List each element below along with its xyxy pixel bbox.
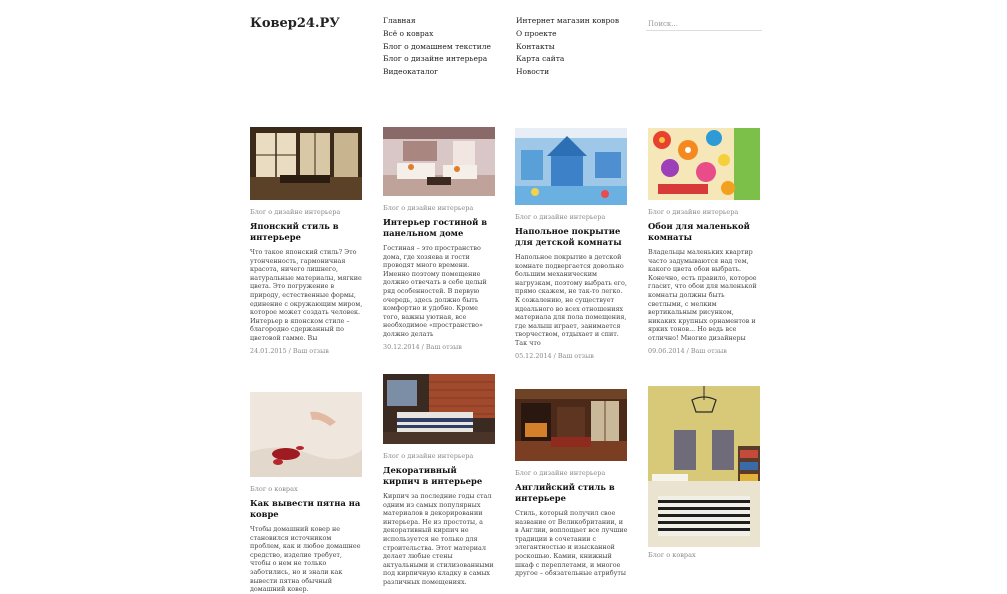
post-excerpt: Кирпич за последние годы стал одним из самых популярных материалов в декорировании интерьера. Не из простоты, а декоративный кирпич не используется не только для строительства. Этот материал делает любые стены актуальными и стилизованными под кирпичную кладку в самых различных помещениях. <box>383 492 494 586</box>
post-card-japanese-style <box>250 127 363 355</box>
post-category[interactable]: Блог о коврах <box>250 485 298 493</box>
post-card-decorative-brick <box>383 374 496 587</box>
post-date: 30.12.2014 <box>383 342 420 351</box>
nav-link-sitemap[interactable]: Карта сайта <box>516 54 565 64</box>
post-category[interactable]: Блог о коврах <box>648 551 696 559</box>
post-title[interactable]: Напольное покрытие для детской комнаты <box>515 226 622 247</box>
post-thumbnail-carpet-stain[interactable] <box>250 392 362 477</box>
post-card-english-style <box>515 389 628 578</box>
post-category[interactable]: Блог о дизайне интерьера <box>648 208 739 216</box>
post-thumbnail-striped-rug-room[interactable] <box>648 386 760 547</box>
post-thumbnail-kids-room[interactable] <box>515 128 627 205</box>
post-title[interactable]: Интерьер гостиной в панельном доме <box>383 217 488 238</box>
nav-link-about-carpets[interactable]: Всё о коврах <box>383 28 434 38</box>
post-excerpt: Напольное покрытие в детской комнате подвергается довольно большим механическим нагрузкам, поэтому выбрать его, прямо скажем, не так-то легко. К сожалению, не существует идеального во всех отношениях материала для пола помещения, где малыш играет, занимается творчеством, отдыхает и спит. Так что <box>515 253 627 347</box>
post-card-living-room <box>383 127 496 351</box>
post-title[interactable]: Декоративный кирпич в интерьере <box>383 465 483 486</box>
post-meta: 05.12.2014 / Ваш отзыв <box>515 351 594 360</box>
post-meta: 30.12.2014 / Ваш отзыв <box>383 342 462 351</box>
post-category[interactable]: Блог о дизайне интерьера <box>383 452 474 460</box>
nav-link-home[interactable]: Главная <box>383 16 416 25</box>
nav-link-about-project[interactable]: О проекте <box>516 28 557 38</box>
post-thumbnail-japanese-room[interactable] <box>250 127 362 200</box>
post-title[interactable]: Обои для маленькой комнаты <box>648 221 750 242</box>
post-comments-link[interactable]: Ваш отзыв <box>292 346 329 355</box>
post-card-carpet-stains <box>250 392 363 594</box>
post-date: 09.06.2014 <box>648 346 685 355</box>
post-category[interactable]: Блог о дизайне интерьера <box>515 469 606 477</box>
nav-link-textile-blog[interactable]: Блог о домашнем текстиле <box>383 41 491 51</box>
post-comments-link[interactable]: Ваш отзыв <box>425 342 462 351</box>
post-comments-link[interactable]: Ваш отзыв <box>557 351 594 360</box>
post-card-small-room-wallpaper <box>648 128 761 355</box>
post-thumbnail-english-room[interactable] <box>515 389 627 461</box>
post-thumbnail-living-room[interactable] <box>383 127 495 196</box>
post-category[interactable]: Блог о дизайне интерьера <box>383 204 474 212</box>
post-title[interactable]: Как вывести пятна на ковре <box>250 498 361 519</box>
post-date: 24.01.2015 <box>250 346 287 355</box>
post-excerpt: Владельцы маленьких квартир часто задумываются над тем, какого цвета обои выбрать. Конечно, есть правило, которое гласит, что обои для маленькой комнаты должны быть светлыми, с мелким вертикальным рисунком, никаких крупных орнаментов и ярких тонов... Но ведь все отлично! Многие дизайнеры <box>648 248 757 342</box>
nav-link-news[interactable]: Новости <box>516 67 550 77</box>
post-meta: 24.01.2015 / Ваш отзыв <box>250 346 329 355</box>
post-category[interactable]: Блог о дизайне интерьера <box>515 213 606 221</box>
post-date: 05.12.2014 <box>515 351 552 360</box>
main-nav-secondary <box>516 15 619 79</box>
site-logo[interactable]: Ковер24.РУ <box>250 16 340 31</box>
post-title[interactable]: Английский стиль в интерьере <box>515 482 615 503</box>
nav-link-video-catalog[interactable]: Видеокаталог <box>383 67 439 77</box>
post-thumbnail-brick-bedroom[interactable] <box>383 374 495 444</box>
post-meta: 09.06.2014 / Ваш отзыв <box>648 346 727 355</box>
post-thumbnail-flower-wallpaper[interactable] <box>648 128 760 200</box>
post-title[interactable]: Японский стиль в интерьере <box>250 221 339 242</box>
search-input[interactable] <box>646 18 762 31</box>
post-excerpt: Чтобы домашний ковер не становился источником проблем, как и любое домашнее средство, изделие требует, чтобы о нем не только заботились, но и знали как вывести пятна обычный домашний ковер. <box>250 525 361 594</box>
nav-link-shop[interactable]: Интернет магазин ковров <box>516 16 620 25</box>
post-card-kids-flooring <box>515 128 628 360</box>
nav-link-interior-blog[interactable]: Блог о дизайне интерьера <box>383 54 488 64</box>
post-excerpt: Гостиная – это пространство дома, где хозяева и гости проводят много времени. Именно поэтому помещение должно отвечать в себе целый ряд особенностей. В первую очередь, здесь должно быть комфортно и удобно. Кроме того, важны уютная, все необходимое «пространство» должно делать <box>383 244 487 338</box>
post-excerpt: Что такое японский стиль? Это утонченность, гармоничная красота, ничего лишнего, натуральные материалы, мягкие цвета. Это погружение в природу, естественные формы, единение с окружающим миром, которое может создать человек. Интерьер в японском стиле – благородно сдержанный по цветовой гамме. Вы <box>250 248 363 342</box>
post-card-carpet-blog <box>648 386 761 560</box>
main-nav-primary <box>383 15 491 79</box>
post-comments-link[interactable]: Ваш отзыв <box>690 346 727 355</box>
nav-link-contacts[interactable]: Контакты <box>516 41 555 51</box>
post-excerpt: Стиль, который получил свое название от Великобритании, и в Англии, воплощает все лучшие традиции в сочетании с элегантностью и изысканной роскошью. Камин, книжный шкаф с переплетами, и многое другое – обязательные атрибуты <box>515 509 628 578</box>
post-category[interactable]: Блог о дизайне интерьера <box>250 208 341 216</box>
